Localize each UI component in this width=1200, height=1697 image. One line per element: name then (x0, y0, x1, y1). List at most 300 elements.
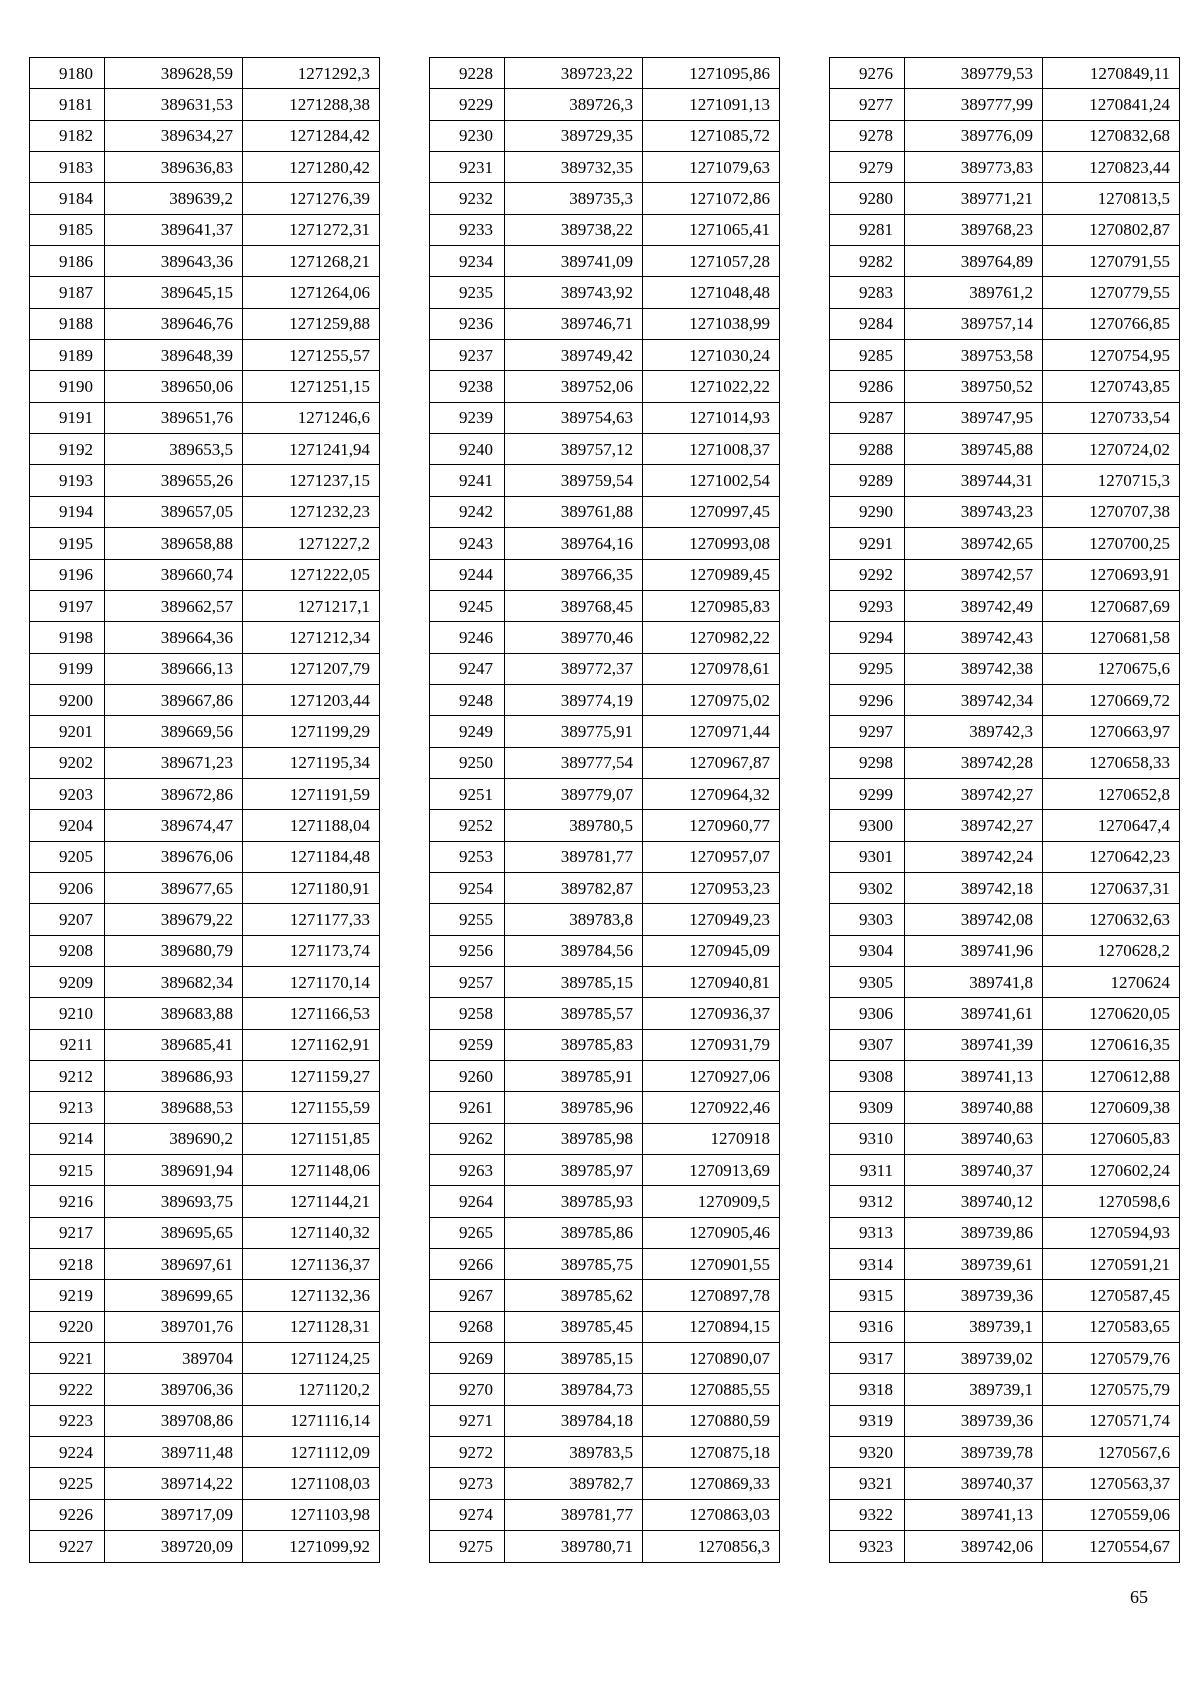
x-coordinate-cell: 389732,35 (505, 152, 643, 183)
table-row (830, 1249, 1180, 1280)
x-coordinate-cell: 389634,27 (105, 120, 243, 151)
point-number-cell: 9202 (30, 747, 105, 778)
y-coordinate-cell: 1271177,33 (243, 904, 380, 935)
table-row (30, 935, 380, 966)
y-coordinate-cell: 1271095,86 (643, 58, 780, 89)
point-number-cell: 9238 (430, 371, 505, 402)
x-coordinate-cell: 389631,53 (105, 89, 243, 120)
x-coordinate-cell: 389720,09 (105, 1531, 243, 1562)
table-row (30, 434, 380, 465)
point-number-cell: 9273 (430, 1468, 505, 1499)
table-row (830, 1280, 1180, 1311)
point-number-cell: 9322 (830, 1499, 905, 1530)
y-coordinate-cell: 1271272,31 (243, 214, 380, 245)
table-row (430, 559, 780, 590)
x-coordinate-cell: 389742,08 (905, 904, 1043, 935)
table-row (430, 747, 780, 778)
x-coordinate-cell: 389714,22 (105, 1468, 243, 1499)
x-coordinate-cell: 389773,83 (905, 152, 1043, 183)
table-row (830, 1061, 1180, 1092)
table-row (430, 120, 780, 151)
table-row (430, 966, 780, 997)
x-coordinate-cell: 389693,75 (105, 1186, 243, 1217)
x-coordinate-cell: 389655,26 (105, 465, 243, 496)
point-number-cell: 9248 (430, 684, 505, 715)
x-coordinate-cell: 389717,09 (105, 1499, 243, 1530)
y-coordinate-cell: 1271259,88 (243, 308, 380, 339)
y-coordinate-cell: 1270563,37 (1043, 1468, 1180, 1499)
y-coordinate-cell: 1270880,59 (643, 1405, 780, 1436)
y-coordinate-cell: 1271116,14 (243, 1405, 380, 1436)
point-number-cell: 9227 (30, 1531, 105, 1562)
y-coordinate-cell: 1270849,11 (1043, 58, 1180, 89)
table-row (830, 434, 1180, 465)
x-coordinate-cell: 389785,91 (505, 1061, 643, 1092)
x-coordinate-cell: 389750,52 (905, 371, 1043, 402)
point-number-cell: 9268 (430, 1311, 505, 1342)
y-coordinate-cell: 1270841,24 (1043, 89, 1180, 120)
y-coordinate-cell: 1271191,59 (243, 778, 380, 809)
y-coordinate-cell: 1271288,38 (243, 89, 380, 120)
table-row (430, 246, 780, 277)
point-number-cell: 9323 (830, 1531, 905, 1562)
table-row (30, 684, 380, 715)
table-row (430, 371, 780, 402)
y-coordinate-cell: 1271128,31 (243, 1311, 380, 1342)
x-coordinate-cell: 389679,22 (105, 904, 243, 935)
table-row (830, 1029, 1180, 1060)
y-coordinate-cell: 1271212,34 (243, 622, 380, 653)
table-row (30, 841, 380, 872)
table-row (830, 1374, 1180, 1405)
y-coordinate-cell: 1271232,23 (243, 496, 380, 527)
x-coordinate-cell: 389739,1 (905, 1311, 1043, 1342)
table-row (830, 1092, 1180, 1123)
point-number-cell: 9186 (30, 246, 105, 277)
x-coordinate-cell: 389764,89 (905, 246, 1043, 277)
x-coordinate-cell: 389741,13 (905, 1499, 1043, 1530)
point-number-cell: 9251 (430, 778, 505, 809)
table-row (30, 152, 380, 183)
table-row (830, 1155, 1180, 1186)
x-coordinate-cell: 389648,39 (105, 340, 243, 371)
table-row (830, 58, 1180, 89)
x-coordinate-cell: 389739,36 (905, 1405, 1043, 1436)
table-row (830, 1311, 1180, 1342)
y-coordinate-cell: 1270927,06 (643, 1061, 780, 1092)
point-number-cell: 9247 (430, 653, 505, 684)
point-number-cell: 9304 (830, 935, 905, 966)
point-number-cell: 9213 (30, 1092, 105, 1123)
point-number-cell: 9256 (430, 935, 505, 966)
table-row (830, 1343, 1180, 1374)
x-coordinate-cell: 389688,53 (105, 1092, 243, 1123)
table-row (430, 340, 780, 371)
table-row (30, 966, 380, 997)
y-coordinate-cell: 1270700,25 (1043, 528, 1180, 559)
x-coordinate-cell: 389697,61 (105, 1249, 243, 1280)
y-coordinate-cell: 1270602,24 (1043, 1155, 1180, 1186)
y-coordinate-cell: 1270594,93 (1043, 1217, 1180, 1248)
x-coordinate-cell: 389738,22 (505, 214, 643, 245)
point-number-cell: 9208 (30, 935, 105, 966)
table-row (30, 1155, 380, 1186)
y-coordinate-cell: 1271159,27 (243, 1061, 380, 1092)
y-coordinate-cell: 1270993,08 (643, 528, 780, 559)
table-row (830, 841, 1180, 872)
y-coordinate-cell: 1270591,21 (1043, 1249, 1180, 1280)
y-coordinate-cell: 1270583,65 (1043, 1311, 1180, 1342)
table-row (430, 465, 780, 496)
x-coordinate-cell: 389785,45 (505, 1311, 643, 1342)
x-coordinate-cell: 389664,36 (105, 622, 243, 653)
point-number-cell: 9198 (30, 622, 105, 653)
x-coordinate-cell: 389761,88 (505, 496, 643, 527)
table-row (830, 966, 1180, 997)
y-coordinate-cell: 1270598,6 (1043, 1186, 1180, 1217)
y-coordinate-cell: 1271195,34 (243, 747, 380, 778)
x-coordinate-cell: 389784,18 (505, 1405, 643, 1436)
point-number-cell: 9288 (830, 434, 905, 465)
y-coordinate-cell: 1270913,69 (643, 1155, 780, 1186)
y-coordinate-cell: 1271151,85 (243, 1123, 380, 1154)
table-row (830, 1499, 1180, 1530)
point-number-cell: 9188 (30, 308, 105, 339)
point-number-cell: 9285 (830, 340, 905, 371)
y-coordinate-cell: 1270875,18 (643, 1437, 780, 1468)
point-number-cell: 9265 (430, 1217, 505, 1248)
x-coordinate-cell: 389744,31 (905, 465, 1043, 496)
point-number-cell: 9264 (430, 1186, 505, 1217)
x-coordinate-cell: 389746,71 (505, 308, 643, 339)
point-number-cell: 9239 (430, 402, 505, 433)
table-row (30, 1405, 380, 1436)
page-number: 65 (1130, 1587, 1148, 1607)
y-coordinate-cell: 1270936,37 (643, 998, 780, 1029)
table-row (430, 1123, 780, 1154)
point-number-cell: 9275 (430, 1531, 505, 1562)
point-number-cell: 9246 (430, 622, 505, 653)
table-row (430, 810, 780, 841)
point-number-cell: 9243 (430, 528, 505, 559)
table-row (430, 904, 780, 935)
table-row (30, 1374, 380, 1405)
point-number-cell: 9194 (30, 496, 105, 527)
x-coordinate-cell: 389695,65 (105, 1217, 243, 1248)
table-row (830, 716, 1180, 747)
table-row (30, 371, 380, 402)
x-coordinate-cell: 389766,35 (505, 559, 643, 590)
y-coordinate-cell: 1270978,61 (643, 653, 780, 684)
x-coordinate-cell: 389651,76 (105, 402, 243, 433)
point-number-cell: 9211 (30, 1029, 105, 1060)
y-coordinate-cell: 1271008,37 (643, 434, 780, 465)
x-coordinate-cell: 389774,19 (505, 684, 643, 715)
x-coordinate-cell: 389785,15 (505, 966, 643, 997)
x-coordinate-cell: 389741,8 (905, 966, 1043, 997)
x-coordinate-cell: 389742,49 (905, 590, 1043, 621)
point-number-cell: 9270 (430, 1374, 505, 1405)
y-coordinate-cell: 1270813,5 (1043, 183, 1180, 214)
x-coordinate-cell: 389723,22 (505, 58, 643, 89)
coordinates-table-1 (29, 57, 380, 1563)
y-coordinate-cell: 1271268,21 (243, 246, 380, 277)
x-coordinate-cell: 389742,34 (905, 684, 1043, 715)
table-row (30, 998, 380, 1029)
y-coordinate-cell: 1270658,33 (1043, 747, 1180, 778)
x-coordinate-cell: 389628,59 (105, 58, 243, 89)
point-number-cell: 9225 (30, 1468, 105, 1499)
y-coordinate-cell: 1271255,57 (243, 340, 380, 371)
table-row (30, 590, 380, 621)
x-coordinate-cell: 389783,5 (505, 1437, 643, 1468)
x-coordinate-cell: 389768,45 (505, 590, 643, 621)
point-number-cell: 9221 (30, 1343, 105, 1374)
table-row (430, 1249, 780, 1280)
y-coordinate-cell: 1270897,78 (643, 1280, 780, 1311)
point-number-cell: 9230 (430, 120, 505, 151)
point-number-cell: 9205 (30, 841, 105, 872)
x-coordinate-cell: 389690,2 (105, 1123, 243, 1154)
y-coordinate-cell: 1270964,32 (643, 778, 780, 809)
x-coordinate-cell: 389753,58 (905, 340, 1043, 371)
y-coordinate-cell: 1270669,72 (1043, 684, 1180, 715)
point-number-cell: 9291 (830, 528, 905, 559)
point-number-cell: 9253 (430, 841, 505, 872)
table-row (430, 622, 780, 653)
point-number-cell: 9215 (30, 1155, 105, 1186)
x-coordinate-cell: 389779,53 (905, 58, 1043, 89)
table-row (430, 1092, 780, 1123)
point-number-cell: 9201 (30, 716, 105, 747)
point-number-cell: 9204 (30, 810, 105, 841)
table-row (830, 340, 1180, 371)
table-row (830, 590, 1180, 621)
y-coordinate-cell: 1271237,15 (243, 465, 380, 496)
y-coordinate-cell: 1270894,15 (643, 1311, 780, 1342)
table-row (30, 1531, 380, 1562)
x-coordinate-cell: 389780,5 (505, 810, 643, 841)
point-number-cell: 9308 (830, 1061, 905, 1092)
y-coordinate-cell: 1270967,87 (643, 747, 780, 778)
table-row (830, 246, 1180, 277)
point-number-cell: 9235 (430, 277, 505, 308)
table-row (30, 1123, 380, 1154)
x-coordinate-cell: 389650,06 (105, 371, 243, 402)
y-coordinate-cell: 1271222,05 (243, 559, 380, 590)
point-number-cell: 9319 (830, 1405, 905, 1436)
point-number-cell: 9219 (30, 1280, 105, 1311)
x-coordinate-cell: 389699,65 (105, 1280, 243, 1311)
point-number-cell: 9316 (830, 1311, 905, 1342)
table-row (830, 1405, 1180, 1436)
point-number-cell: 9299 (830, 778, 905, 809)
y-coordinate-cell: 1270802,87 (1043, 214, 1180, 245)
table-row (30, 559, 380, 590)
table-row (830, 465, 1180, 496)
point-number-cell: 9295 (830, 653, 905, 684)
point-number-cell: 9277 (830, 89, 905, 120)
y-coordinate-cell: 1270681,58 (1043, 622, 1180, 653)
table-row (830, 653, 1180, 684)
table-row (30, 528, 380, 559)
x-coordinate-cell: 389743,23 (905, 496, 1043, 527)
x-coordinate-cell: 389775,91 (505, 716, 643, 747)
table-row (30, 622, 380, 653)
table-row (30, 904, 380, 935)
y-coordinate-cell: 1270975,02 (643, 684, 780, 715)
y-coordinate-cell: 1270652,8 (1043, 778, 1180, 809)
point-number-cell: 9307 (830, 1029, 905, 1060)
table-row (830, 214, 1180, 245)
x-coordinate-cell: 389740,63 (905, 1123, 1043, 1154)
x-coordinate-cell: 389680,79 (105, 935, 243, 966)
y-coordinate-cell: 1270724,02 (1043, 434, 1180, 465)
x-coordinate-cell: 389747,95 (905, 402, 1043, 433)
table-row (430, 1437, 780, 1468)
table-row (830, 1217, 1180, 1248)
point-number-cell: 9182 (30, 120, 105, 151)
x-coordinate-cell: 389745,88 (905, 434, 1043, 465)
point-number-cell: 9181 (30, 89, 105, 120)
table-row (830, 183, 1180, 214)
y-coordinate-cell: 1271241,94 (243, 434, 380, 465)
table-row (830, 402, 1180, 433)
point-number-cell: 9261 (430, 1092, 505, 1123)
y-coordinate-cell: 1271079,63 (643, 152, 780, 183)
point-number-cell: 9184 (30, 183, 105, 214)
x-coordinate-cell: 389757,12 (505, 434, 643, 465)
y-coordinate-cell: 1271136,37 (243, 1249, 380, 1280)
y-coordinate-cell: 1270922,46 (643, 1092, 780, 1123)
point-number-cell: 9301 (830, 841, 905, 872)
y-coordinate-cell: 1270953,23 (643, 872, 780, 903)
y-coordinate-cell: 1271173,74 (243, 935, 380, 966)
y-coordinate-cell: 1270832,68 (1043, 120, 1180, 151)
y-coordinate-cell: 1270985,83 (643, 590, 780, 621)
y-coordinate-cell: 1270971,44 (643, 716, 780, 747)
table-row (830, 308, 1180, 339)
y-coordinate-cell: 1270957,07 (643, 841, 780, 872)
table-row (830, 559, 1180, 590)
x-coordinate-cell: 389704 (105, 1343, 243, 1374)
y-coordinate-cell: 1270579,76 (1043, 1343, 1180, 1374)
x-coordinate-cell: 389785,62 (505, 1280, 643, 1311)
coordinates-table-3 (829, 57, 1180, 1563)
y-coordinate-cell: 1270823,44 (1043, 152, 1180, 183)
x-coordinate-cell: 389657,05 (105, 496, 243, 527)
y-coordinate-cell: 1270949,23 (643, 904, 780, 935)
point-number-cell: 9284 (830, 308, 905, 339)
y-coordinate-cell: 1271251,15 (243, 371, 380, 402)
y-coordinate-cell: 1271188,04 (243, 810, 380, 841)
table-row (430, 1405, 780, 1436)
x-coordinate-cell: 389735,3 (505, 183, 643, 214)
y-coordinate-cell: 1270918 (643, 1123, 780, 1154)
x-coordinate-cell: 389682,34 (105, 966, 243, 997)
table-row (30, 1029, 380, 1060)
point-number-cell: 9286 (830, 371, 905, 402)
table-row (30, 120, 380, 151)
point-number-cell: 9302 (830, 872, 905, 903)
table-row (430, 183, 780, 214)
point-number-cell: 9321 (830, 1468, 905, 1499)
x-coordinate-cell: 389779,07 (505, 778, 643, 809)
y-coordinate-cell: 1270791,55 (1043, 246, 1180, 277)
x-coordinate-cell: 389785,57 (505, 998, 643, 1029)
y-coordinate-cell: 1271264,06 (243, 277, 380, 308)
point-number-cell: 9290 (830, 496, 905, 527)
point-number-cell: 9214 (30, 1123, 105, 1154)
point-number-cell: 9192 (30, 434, 105, 465)
point-number-cell: 9187 (30, 277, 105, 308)
table-row (830, 1123, 1180, 1154)
x-coordinate-cell: 389686,93 (105, 1061, 243, 1092)
table-row (30, 1217, 380, 1248)
table-row (30, 1061, 380, 1092)
x-coordinate-cell: 389782,7 (505, 1468, 643, 1499)
point-number-cell: 9305 (830, 966, 905, 997)
table-row (430, 1531, 780, 1562)
x-coordinate-cell: 389739,36 (905, 1280, 1043, 1311)
y-coordinate-cell: 1270554,67 (1043, 1531, 1180, 1562)
table-row (830, 277, 1180, 308)
table-row (430, 1217, 780, 1248)
y-coordinate-cell: 1270663,97 (1043, 716, 1180, 747)
point-number-cell: 9222 (30, 1374, 105, 1405)
y-coordinate-cell: 1270624 (1043, 966, 1180, 997)
table-row (430, 277, 780, 308)
y-coordinate-cell: 1271120,2 (243, 1374, 380, 1405)
x-coordinate-cell: 389771,21 (905, 183, 1043, 214)
y-coordinate-cell: 1271199,29 (243, 716, 380, 747)
point-number-cell: 9232 (430, 183, 505, 214)
y-coordinate-cell: 1271099,92 (243, 1531, 380, 1562)
point-number-cell: 9300 (830, 810, 905, 841)
table-row (430, 872, 780, 903)
x-coordinate-cell: 389691,94 (105, 1155, 243, 1186)
y-coordinate-cell: 1271132,36 (243, 1280, 380, 1311)
y-coordinate-cell: 1271170,14 (243, 966, 380, 997)
point-number-cell: 9209 (30, 966, 105, 997)
y-coordinate-cell: 1270693,91 (1043, 559, 1180, 590)
table-row (430, 308, 780, 339)
table-row (30, 89, 380, 120)
point-number-cell: 9233 (430, 214, 505, 245)
x-coordinate-cell: 389662,57 (105, 590, 243, 621)
x-coordinate-cell: 389740,12 (905, 1186, 1043, 1217)
x-coordinate-cell: 389768,23 (905, 214, 1043, 245)
x-coordinate-cell: 389742,27 (905, 778, 1043, 809)
table-row (830, 747, 1180, 778)
x-coordinate-cell: 389674,47 (105, 810, 243, 841)
table-row (430, 89, 780, 120)
point-number-cell: 9216 (30, 1186, 105, 1217)
table-row (830, 496, 1180, 527)
table-row (430, 1343, 780, 1374)
y-coordinate-cell: 1270628,2 (1043, 935, 1180, 966)
table-row (30, 214, 380, 245)
table-row (430, 778, 780, 809)
x-coordinate-cell: 389739,02 (905, 1343, 1043, 1374)
point-number-cell: 9226 (30, 1499, 105, 1530)
y-coordinate-cell: 1270909,5 (643, 1186, 780, 1217)
y-coordinate-cell: 1271280,42 (243, 152, 380, 183)
point-number-cell: 9267 (430, 1280, 505, 1311)
point-number-cell: 9298 (830, 747, 905, 778)
point-number-cell: 9317 (830, 1343, 905, 1374)
x-coordinate-cell: 389785,15 (505, 1343, 643, 1374)
